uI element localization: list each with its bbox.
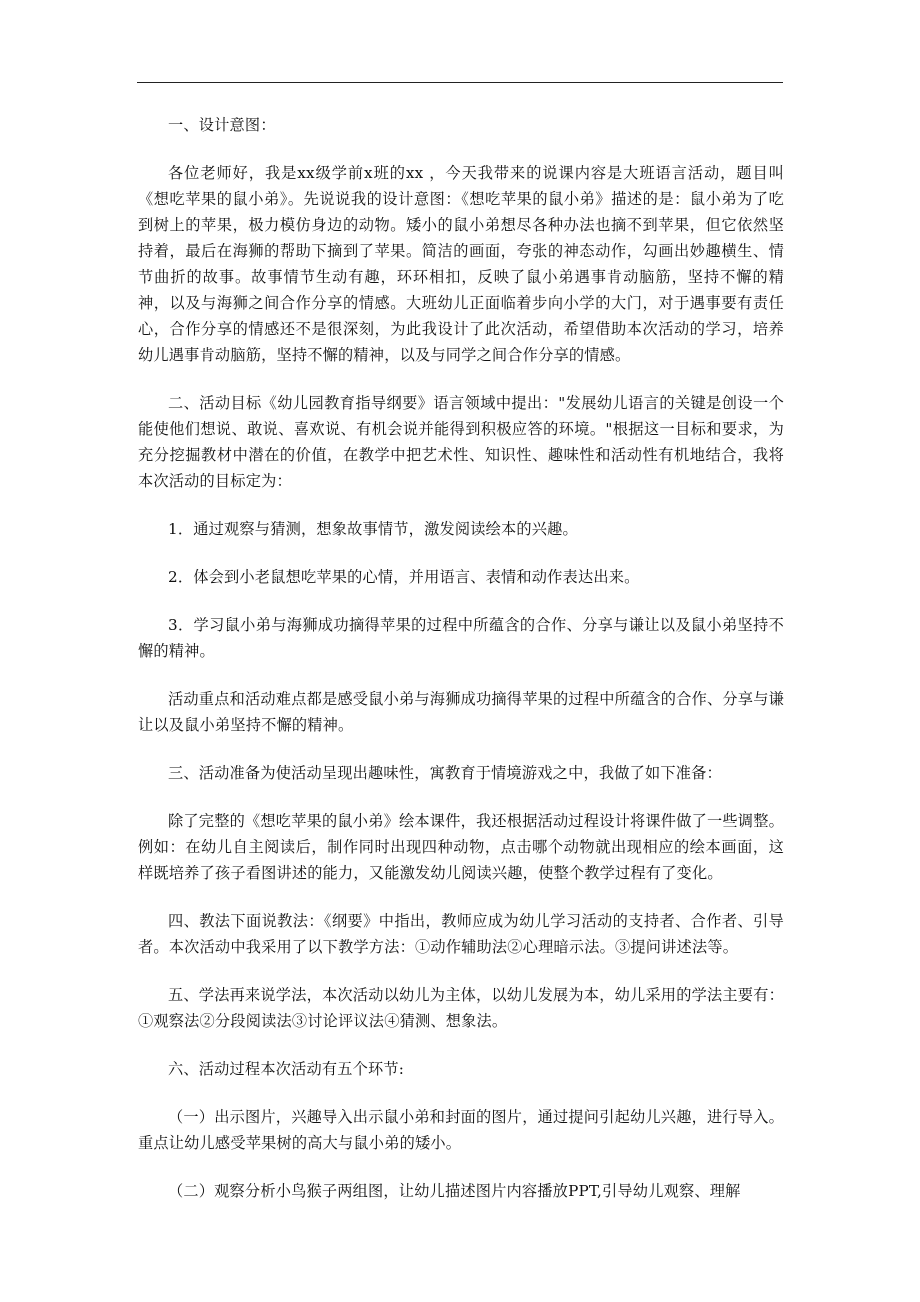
paragraph-design-intent: 各位老师好，我是xx级学前x班的xx ，今天我带来的说课内容是大班语言活动，题目叫《想吃苹果的鼠小弟》。先说说我的设计意图：《想吃苹果的鼠小弟》描述的是：鼠小弟为了吃到树上的苹果，极力模仿身边的动物。矮小的鼠小弟想尽各种办法也摘不到苹果，但它依然坚持着，最后在海狮的帮助下摘到了苹果。简洁的画面，夸张的神态动作，勾画出妙趣横生、情节曲折的故事。故事情节生动有趣，环环相扣，反映了鼠小弟遇事肯动脑筋，坚持不懈的精神，以及与海狮之间合作分享的情感。大班幼儿正面临着步向小学的大门，对于遇事要有责任心，合作分享的情感还不是很深刻，为此我设计了此次活动，希望借助本次活动的学习，培养幼儿遇事肯动脑筋，坚持不懈的精神，以及与同学之间合作分享的情感。 [138, 164, 784, 364]
heading-design-intent: 一、设计意图： [168, 116, 276, 134]
paragraph-courseware: 除了完整的《想吃苹果的鼠小弟》绘本课件，我还根据活动过程设计将课件做了一些调整。例如：在幼儿自主阅读后，制作同时出现四种动物，点击哪个动物就出现相应的绘本画面，这样既培养了孩子看图讲述的能力，又能激发幼儿阅读兴趣，使整个教学过程有了变化。 [138, 812, 784, 882]
paragraph-process-intro: 六、活动过程本次活动有五个环节: [168, 1060, 405, 1078]
paragraph-teaching-methods: 四、教法下面说教法：《纲要》中指出，教师应成为幼儿学习活动的支持者、合作者、引导者。本次活动中我采用了以下教学方法：①动作辅助法②心理暗示法。③提问讲述法等。 [138, 912, 784, 956]
paragraph-key-points: 活动重点和活动难点都是感受鼠小弟与海狮成功摘得苹果的过程中所蕴含的合作、分享与谦让以及鼠小弟坚持不懈的精神。 [138, 690, 784, 734]
header-rule [137, 82, 783, 83]
paragraph-activity-goals: 二、活动目标《幼儿园教育指导纲要》语言领域中提出："发展幼儿语言的关键是创设一个能使他们想说、敢说、喜欢说、有机会说并能得到积极应答的环境。"根据这一目标和要求，为充分挖掘教材中潜在的价值，在教学中把艺术性、知识性、趣味性和活动性有机地结合，我将本次活动的目标定为： [138, 394, 784, 490]
goal-item-2: 2．体会到小老鼠想吃苹果的心情，并用语言、表情和动作表达出来。 [168, 568, 640, 586]
paragraph-learning-methods: 五、学法再来说学法，本次活动以幼儿为主体，以幼儿发展为本，幼儿采用的学法主要有：①观察法②分段阅读法③讨论评议法④猜测、想象法。 [138, 986, 784, 1030]
goal-item-1: 1．通过观察与猜测，想象故事情节，激发阅读绘本的兴趣。 [168, 520, 578, 538]
paragraph-step-2: （二）观察分析小鸟猴子两组图，让幼儿描述图片内容播放PPT,引导幼儿观察、理解 [168, 1182, 741, 1200]
goal-item-3: 3．学习鼠小弟与海狮成功摘得苹果的过程中所蕴含的合作、分享与谦让以及鼠小弟坚持不懈的精神。 [138, 616, 784, 660]
paragraph-step-1: （一）出示图片，兴趣导入出示鼠小弟和封面的图片，通过提问引起幼儿兴趣，进行导入。重点让幼儿感受苹果树的高大与鼠小弟的矮小。 [138, 1108, 784, 1152]
document-body [138, 112, 784, 1226]
paragraph-preparation: 三、活动准备为使活动呈现出趣味性，寓教育于情境游戏之中，我做了如下准备： [168, 764, 722, 782]
